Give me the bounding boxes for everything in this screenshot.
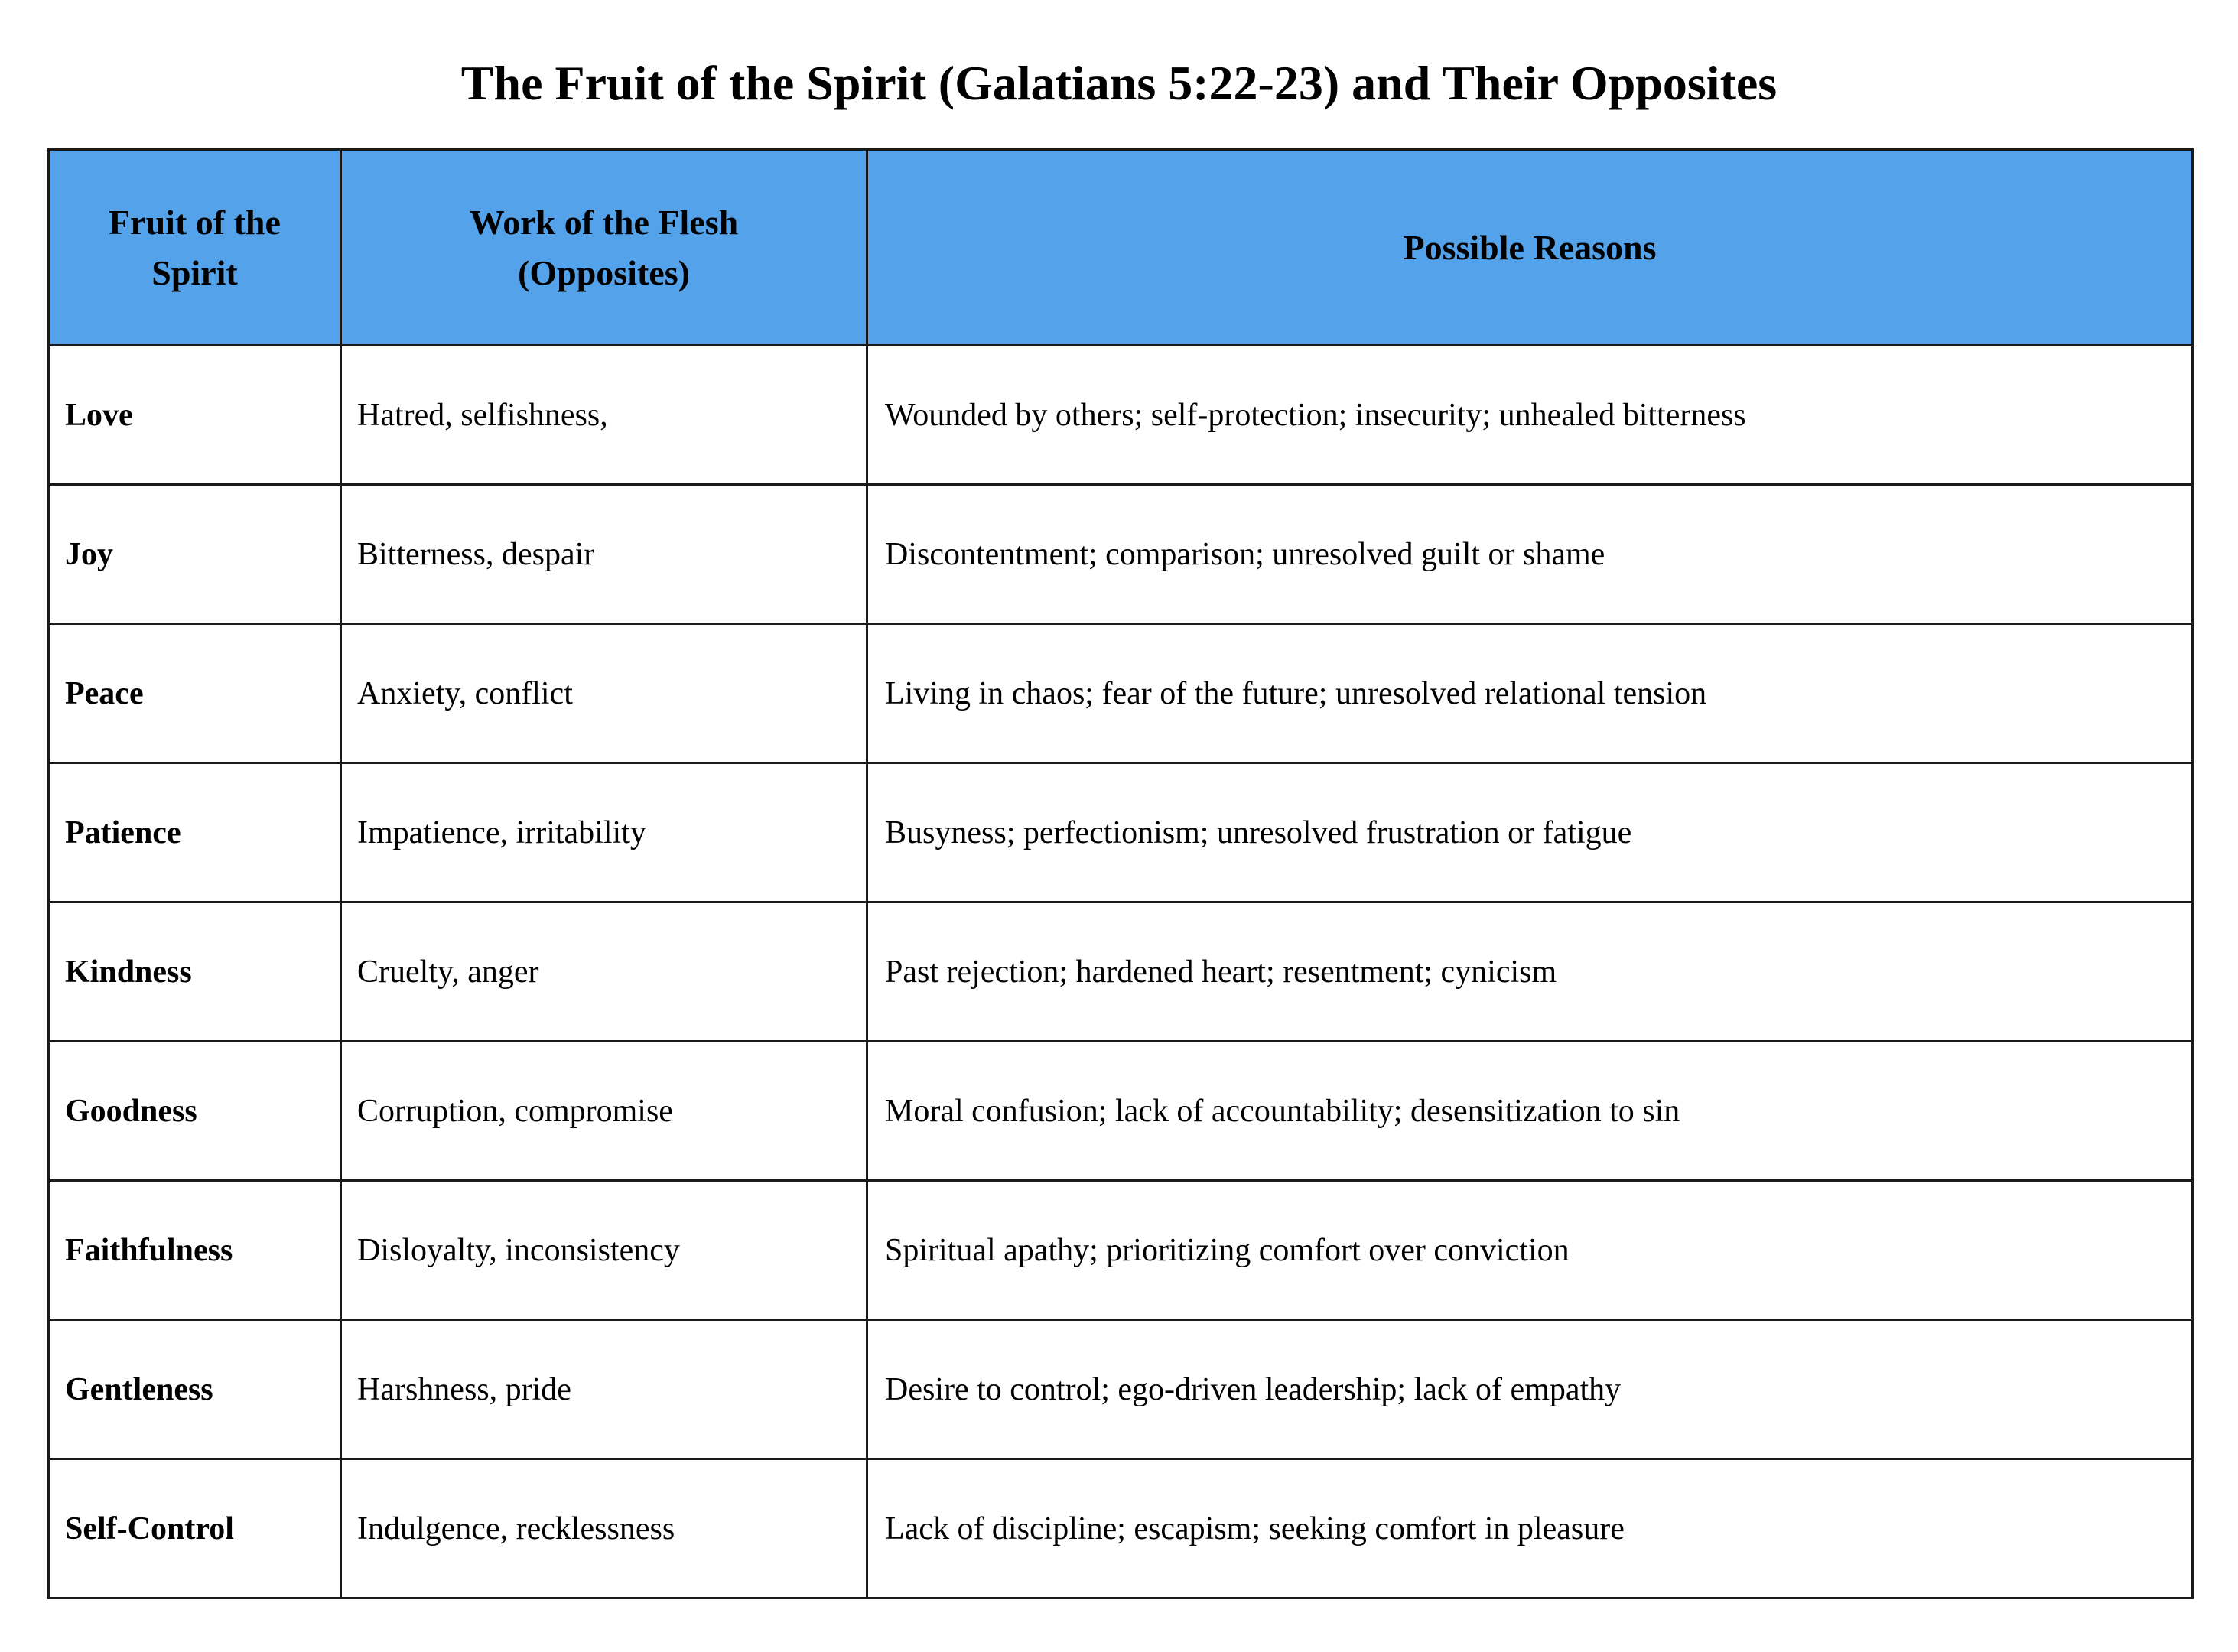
table-row — [49, 1181, 2193, 1320]
header-possible-reasons — [867, 150, 2193, 346]
flesh-cell: Anxiety, conflict — [341, 624, 867, 763]
flesh-cell: Hatred, selfishness, — [341, 346, 867, 485]
fruit-cell: Kindness — [49, 902, 341, 1042]
flesh-cell: Corruption, compromise — [341, 1042, 867, 1181]
fruit-cell: Joy — [49, 485, 341, 624]
fruit-cell: Self-Control — [49, 1459, 341, 1598]
table-row — [49, 1320, 2193, 1459]
page-title: The Fruit of the Spirit (Galatians 5:22-23) and Their Opposites — [460, 56, 1778, 110]
header-flesh-label: Work of the Flesh (Opposites) — [469, 202, 739, 292]
fruit-opposites-table — [47, 148, 2194, 1599]
reasons-cell: Desire to control; ego-driven leadership; lack of empathy — [867, 1320, 2193, 1459]
flesh-cell: Bitterness, despair — [341, 485, 867, 624]
table-body — [49, 346, 2193, 1598]
reasons-cell: Wounded by others; self-protection; insecurity; unhealed bitterness — [867, 346, 2193, 485]
fruit-cell: Faithfulness — [49, 1181, 341, 1320]
fruit-cell: Gentleness — [49, 1320, 341, 1459]
table-row — [49, 346, 2193, 485]
header-fruit-of-the-spirit — [49, 150, 341, 346]
flesh-cell: Impatience, irritability — [341, 763, 867, 902]
table-container — [47, 148, 2194, 1599]
table-row — [49, 763, 2193, 902]
fruit-cell: Peace — [49, 624, 341, 763]
table-row — [49, 1459, 2193, 1598]
table-row — [49, 624, 2193, 763]
flesh-cell: Harshness, pride — [341, 1320, 867, 1459]
reasons-cell: Spiritual apathy; prioritizing comfort over conviction — [867, 1181, 2193, 1320]
reasons-cell: Discontentment; comparison; unresolved guilt or shame — [867, 485, 2193, 624]
table-row — [49, 485, 2193, 624]
reasons-cell: Lack of discipline; escapism; seeking comfort in pleasure — [867, 1459, 2193, 1598]
reasons-cell: Past rejection; hardened heart; resentment; cynicism — [867, 902, 2193, 1042]
flesh-cell: Cruelty, anger — [341, 902, 867, 1042]
table-row — [49, 1042, 2193, 1181]
fruit-cell: Goodness — [49, 1042, 341, 1181]
header-fruit-label: Fruit of the Spirit — [109, 202, 281, 292]
table-header — [49, 150, 2193, 346]
reasons-cell: Busyness; perfectionism; unresolved frustration or fatigue — [867, 763, 2193, 902]
header-work-of-the-flesh — [341, 150, 867, 346]
flesh-cell: Indulgence, recklessness — [341, 1459, 867, 1598]
header-row — [49, 150, 2193, 346]
table-row — [49, 902, 2193, 1042]
fruit-cell: Patience — [49, 763, 341, 902]
header-reasons-label: Possible Reasons — [1403, 227, 1657, 267]
flesh-cell: Disloyalty, inconsistency — [341, 1181, 867, 1320]
reasons-cell: Living in chaos; fear of the future; unresolved relational tension — [867, 624, 2193, 763]
fruit-cell: Love — [49, 346, 341, 485]
reasons-cell: Moral confusion; lack of accountability; desensitization to sin — [867, 1042, 2193, 1181]
